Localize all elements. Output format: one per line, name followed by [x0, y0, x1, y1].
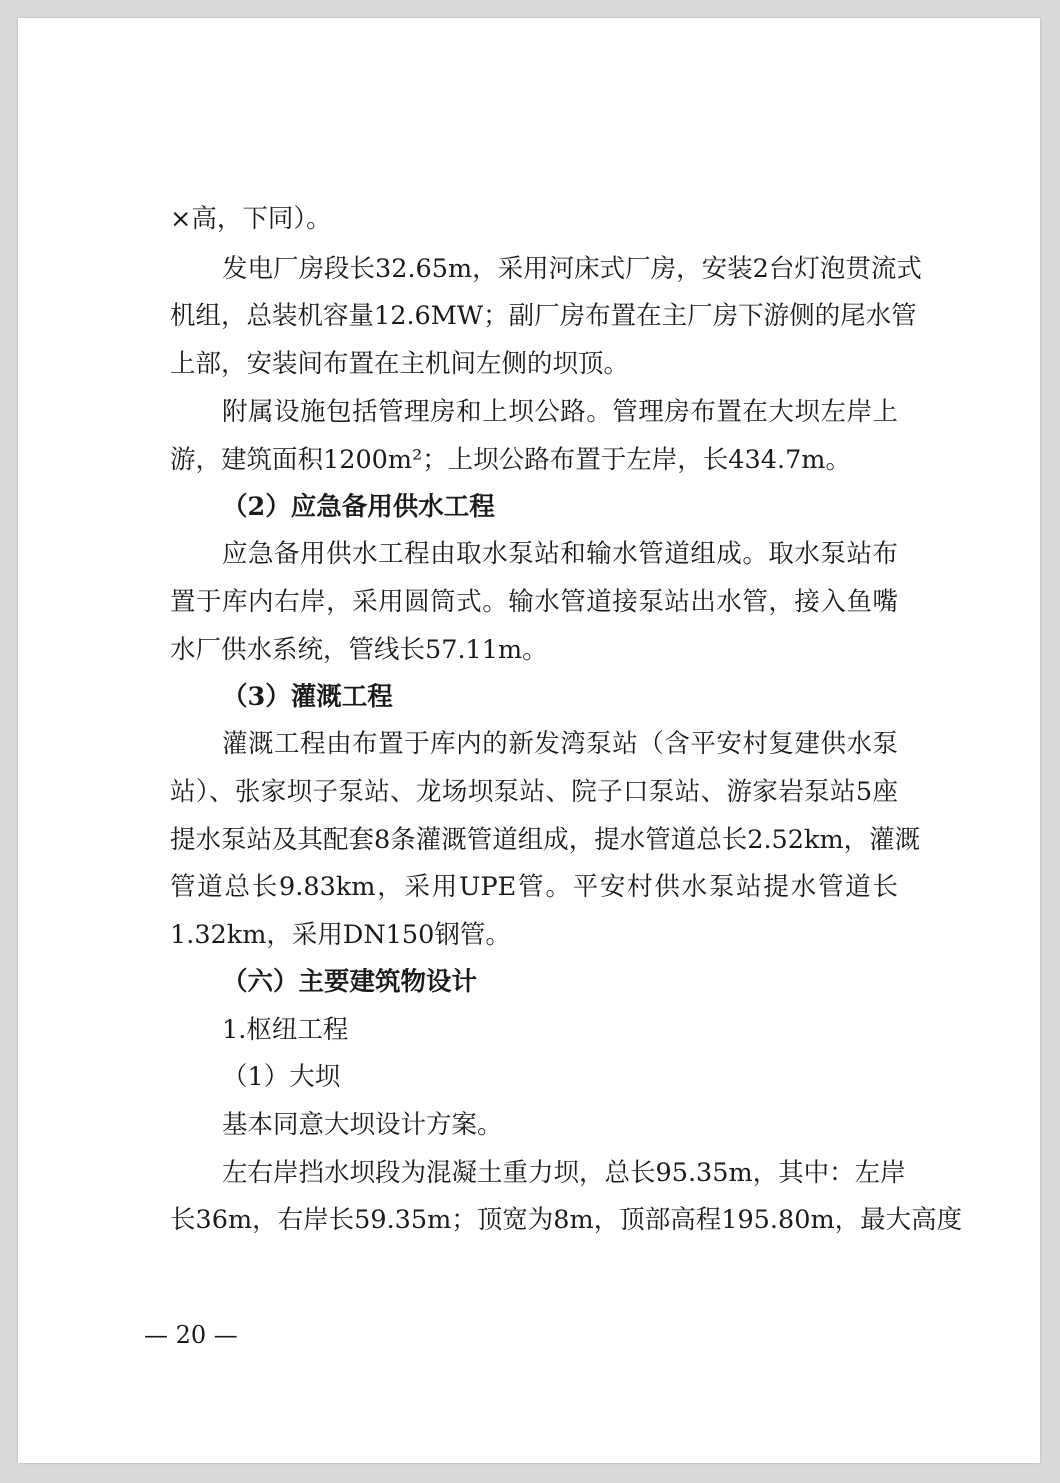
text-line: 发电厂房段长32.65m，采用河床式厂房，安装2台灯泡贯流式: [222, 254, 922, 284]
page-number: — 20 —: [144, 1321, 238, 1349]
text-line: 灌溉工程由布置于库内的新发湾泵站（含平安村复建供水泵: [222, 729, 898, 759]
text-line: 水厂供水系统，管线长57.11m。: [170, 635, 548, 665]
text-line: 基本同意大坝设计方案。: [222, 1110, 503, 1140]
body-text: [18, 18, 1040, 1463]
text-line: 长36m，右岸长59.35m；顶宽为8m，顶部高程195.80m，最大高度: [170, 1205, 963, 1235]
text-line: 提水泵站及其配套8条灌溉管道组成，提水管道总长2.52km，灌溉: [170, 825, 921, 855]
text-line: 游，建筑面积1200m²；上坝公路布置于左岸，长434.7m。: [170, 445, 851, 475]
text-line: 站）、张家坝子泵站、龙场坝泵站、院子口泵站、游家岩泵站5座: [170, 777, 898, 807]
text-line: 机组，总装机容量12.6MW；副厂房布置在主厂房下游侧的尾水管: [170, 301, 917, 331]
section-heading: （六）主要建筑物设计: [222, 967, 478, 997]
section-heading: （2）应急备用供水工程: [222, 492, 495, 522]
text-line: 1.32km，采用DN150钢管。: [170, 920, 511, 950]
section-heading: 1.枢纽工程: [222, 1015, 349, 1045]
text-line: 应急备用供水工程由取水泵站和输水管道组成。取水泵站布: [222, 539, 898, 569]
text-line: 管道总长9.83km，采用UPE管。平安村供水泵站提水管道长: [170, 872, 898, 902]
text-line: ×高，下同）。: [170, 204, 332, 234]
text-line: 上部，安装间布置在主机间左侧的坝顶。: [170, 349, 630, 379]
text-line: 左右岸挡水坝段为混凝土重力坝，总长95.35m，其中：左岸: [222, 1158, 906, 1188]
text-line: 置于库内右岸，采用圆筒式。输水管道接泵站出水管，接入鱼嘴: [170, 587, 898, 617]
section-heading: （1）大坝: [222, 1062, 341, 1092]
text-line: 附属设施包括管理房和上坝公路。管理房布置在大坝左岸上: [222, 397, 898, 427]
document-page: [18, 18, 1040, 1463]
section-heading: （3）灌溉工程: [222, 682, 393, 712]
